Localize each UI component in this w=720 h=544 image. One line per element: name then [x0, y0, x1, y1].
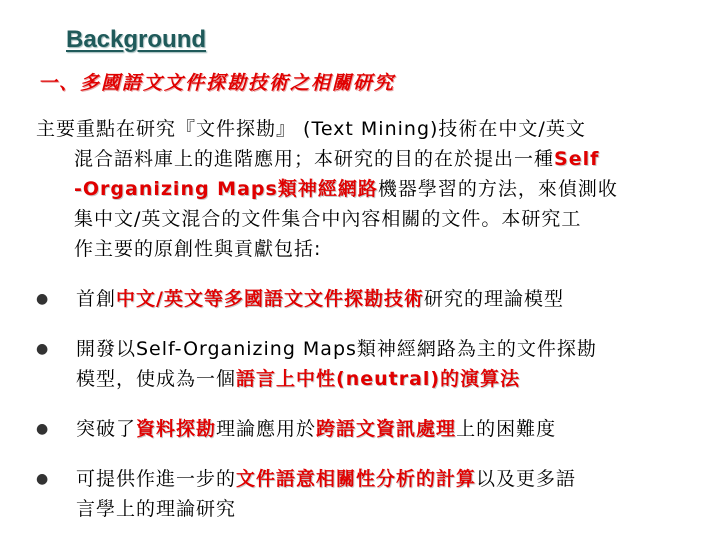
bullet-icon: ●	[36, 421, 50, 437]
bullet-text: 上的困難度	[456, 418, 557, 440]
highlight-text: 中文/英文等多國語文文件探勘技術	[116, 288, 424, 310]
list-item-text	[76, 334, 597, 394]
intro-text: 作主要的原創性與貢獻包括:	[74, 238, 322, 260]
list-item-text	[76, 414, 556, 444]
intro-line-5	[36, 234, 696, 264]
contribution-list	[36, 284, 696, 544]
bullet-icon: ●	[36, 291, 50, 307]
intro-line-4	[36, 204, 696, 234]
list-item	[36, 334, 696, 394]
highlight-text: 文件語意相關性分析的計算	[236, 468, 477, 490]
intro-text: 混合語料庫上的進階應用；本研究的目的在於提出一種	[74, 148, 555, 170]
bullet-text: 言學上的理論研究	[76, 498, 237, 520]
intro-line-3	[36, 174, 696, 204]
intro-text: 主要重點在研究『文件探勘』 (Text Mining)技術在中文/英文	[36, 118, 586, 140]
bullet-text: 首創	[76, 288, 117, 310]
bullet-text: 突破了	[76, 418, 137, 440]
intro-line-1	[36, 114, 696, 144]
bullet-text: 以及更多語	[476, 468, 577, 490]
list-item-text	[76, 464, 576, 524]
list-item	[36, 284, 696, 314]
highlight-text: 資料探勘	[136, 418, 217, 440]
highlight-text: Self	[554, 148, 600, 170]
bullet-text: 研究的理論模型	[423, 288, 564, 310]
highlight-text: 語言上中性(neutral)的演算法	[236, 368, 521, 390]
list-item-text	[76, 284, 564, 314]
highlight-text: 跨語文資訊處理	[316, 418, 457, 440]
intro-text: 機器學習的方法，來偵測收	[377, 178, 618, 200]
bullet-icon: ●	[36, 341, 50, 357]
bullet-text: 可提供作進一步的	[76, 468, 237, 490]
list-item	[36, 414, 696, 444]
intro-line-2	[36, 144, 696, 174]
bullet-icon: ●	[36, 471, 50, 487]
bullet-text: 模型，使成為一個	[76, 368, 237, 390]
bullet-text: 理論應用於	[216, 418, 317, 440]
section-subtitle: 一、多國語文文件探勘技術之相關研究	[38, 72, 396, 94]
highlight-text: -Organizing Maps類神經網路	[74, 178, 378, 200]
intro-text: 集中文/英文混合的文件集合中內容相關的文件。本研究工	[74, 208, 582, 230]
list-item	[36, 464, 696, 524]
intro-paragraph	[36, 114, 696, 264]
bullet-text: 開發以Self-Organizing Maps類神經網路為主的文件探勘	[76, 338, 597, 360]
slide-title: Background	[66, 26, 207, 53]
